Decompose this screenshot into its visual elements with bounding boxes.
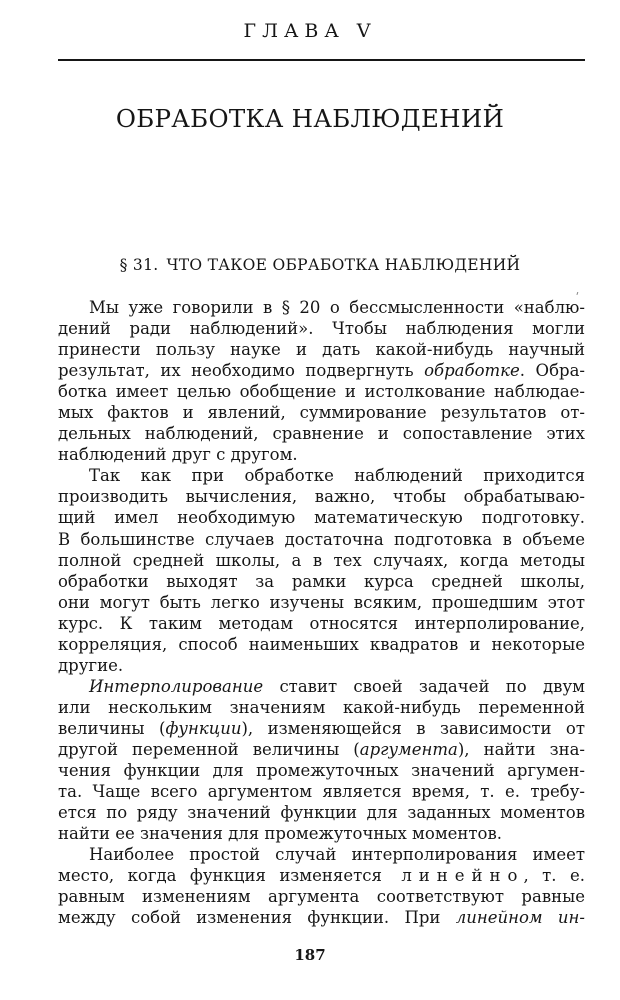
text-line: Интерполирование ставит своей задачей по двум bbox=[89, 676, 585, 696]
italic-term: функции bbox=[165, 718, 242, 738]
italic-term: обработке bbox=[424, 361, 520, 381]
text-line: равным изменениям аргумента соответствуют равные bbox=[58, 887, 585, 907]
text-line: найти ее значения для промежуточных моментов. bbox=[58, 824, 503, 844]
text-line: В большинстве случаев достаточна подготовка в объеме bbox=[58, 529, 585, 549]
text-line: другой переменной величины (аргумента), найти зна- bbox=[58, 739, 585, 759]
header-rule bbox=[58, 59, 585, 61]
text-line: мых фактов и явлений, суммирование результатов от- bbox=[58, 403, 585, 423]
running-head: ГЛАВА V bbox=[243, 20, 377, 42]
text-line: между собой изменения функции. При линейном ин- bbox=[58, 908, 585, 928]
text-line: дений ради наблюдений». Чтобы наблюдения могли bbox=[58, 319, 585, 339]
text-line: чения функции для промежуточных значений аргумен- bbox=[58, 761, 585, 781]
section-title: ЧТО ТАКОЕ ОБРАБОТКА НАБЛЮДЕНИЙ bbox=[166, 256, 521, 274]
text-line: щий имел необходимую математическую подготовку. bbox=[58, 508, 585, 528]
text-line: другие. bbox=[58, 655, 124, 675]
text-line: ботка имеет целью обобщение и истолкование наблюдае- bbox=[58, 382, 585, 402]
italic-term: Интерполирование bbox=[89, 676, 264, 696]
section-heading bbox=[0, 256, 620, 274]
text-line: обработки выходят за рамки курса средней школы, bbox=[58, 571, 585, 591]
text-line: величины (функции), изменяющейся в зависимости от bbox=[58, 718, 585, 738]
text-line: они могут быть легко изучены всяким, прошедшим этот bbox=[58, 592, 585, 612]
chapter-title: ОБРАБОТКА НАБЛЮДЕНИЙ bbox=[115, 104, 505, 133]
text-line: полной средней школы, а в тех случаях, когда методы bbox=[58, 550, 585, 570]
italic-term: аргумента bbox=[359, 739, 458, 759]
text-line: дельных наблюдений, сравнение и сопоставление этих bbox=[58, 424, 585, 444]
page-number: 187 bbox=[294, 946, 326, 964]
text-line: Так как при обработке наблюдений приходится bbox=[89, 466, 585, 486]
text-line: или нескольким значениям какой-нибудь переменной bbox=[58, 697, 585, 717]
section-number: § 31. bbox=[119, 256, 159, 274]
text-line: Мы уже говорили в § 20 о бессмысленности «наблю- bbox=[89, 298, 585, 317]
text-line: курс. К таким методам относятся интерполирование, bbox=[58, 613, 585, 633]
print-speck: ⸴ bbox=[576, 284, 580, 298]
text-line: та. Чаще всего аргументом является время, т. е. требу- bbox=[58, 782, 585, 802]
text-line: принести пользу науке и дать какой-нибудь научный bbox=[58, 340, 585, 360]
italic-term: линейном ин- bbox=[455, 908, 585, 928]
text-line: место, когда функция изменяется линейно, т. е. bbox=[58, 866, 585, 886]
text-line: корреляция, способ наименьших квадратов и некоторые bbox=[58, 634, 585, 654]
text-line: ется по ряду значений функции для заданных моментов bbox=[58, 803, 585, 823]
body-text bbox=[58, 297, 585, 928]
text-line: Наиболее простой случай интерполирования имеет bbox=[89, 845, 585, 865]
text-line: результат, их необходимо подвергнуть обработке. Обра- bbox=[58, 361, 585, 381]
text-line: производить вычисления, важно, чтобы обрабатываю- bbox=[58, 487, 585, 507]
text-line: наблюдений друг с другом. bbox=[58, 445, 298, 465]
spaced-term: линейно bbox=[401, 866, 525, 886]
